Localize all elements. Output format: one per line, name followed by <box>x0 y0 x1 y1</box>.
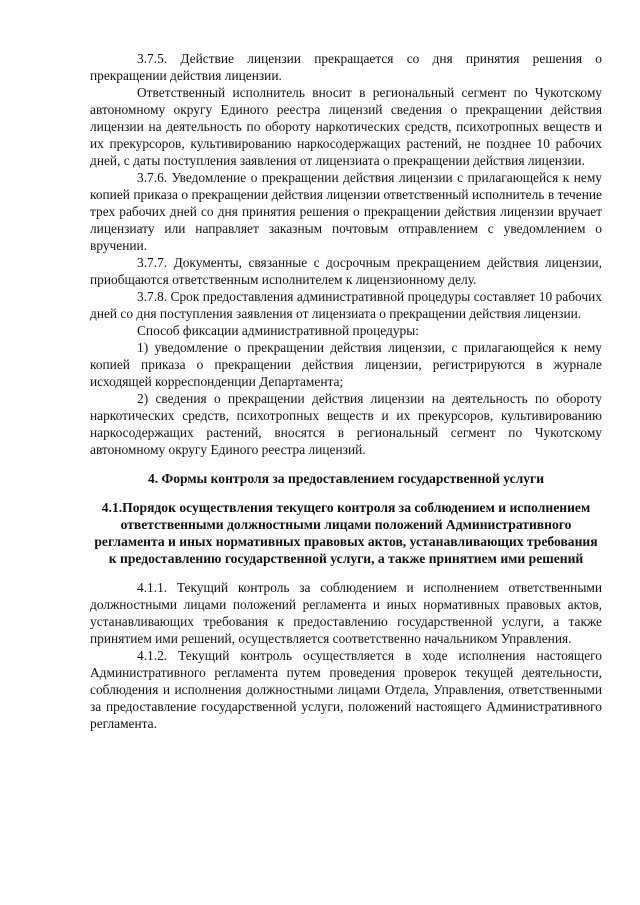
document-page <box>90 50 602 732</box>
subsection-heading: 4.1.Порядок осуществления текущего контроля за соблюдением и исполнением ответственными должностными лицами положений Административного регламента и иных нормативных правовых актов, устанавливающих требования к предоставлению государственной услуги, а также принятием ими решений <box>94 500 598 566</box>
paragraph-fixation-method: Способ фиксации административной процедуры: <box>137 323 419 338</box>
paragraph-registry-entry: Ответственный исполнитель вносит в региональный сегмент по Чукотскому автономному округу Единого реестра лицензий сведения о прекращении действия лицензии на деятельность по обороту наркотических средств, психотропных веществ и их прекурсоров, культивированию наркосодержащих растений, не позднее 10 рабочих дней, с даты поступления заявления от лицензиата о прекращении действия лицензии. <box>90 85 602 168</box>
section-heading: 4. Формы контроля за предоставлением государственной услуги <box>147 471 545 486</box>
paragraph-3-7-8: 3.7.8. Срок предоставления административной процедуры составляет 10 рабочих дней со дня поступления заявления от лицензиата о прекращении действия лицензии. <box>90 289 602 321</box>
paragraph-item-2: 2) сведения о прекращении действия лицензии на деятельность по обороту наркотических средств, психотропных веществ и их прекурсоров, культивированию наркосодержащих растений, вносятся в региональный сегмент по Чукотскому автономному округу Единого реестра лицензий. <box>90 391 602 457</box>
paragraph-3-7-5: 3.7.5. Действие лицензии прекращается со дня принятия решения о прекращении действия лицензии. <box>90 51 602 83</box>
paragraph-item-1: 1) уведомление о прекращении действия лицензии, с прилагающейся к нему копией приказа о прекращении действия лицензии, регистрируются в журнале исходящей корреспонденции Департамента; <box>90 340 602 389</box>
paragraph-3-7-7: 3.7.7. Документы, связанные с досрочным прекращением действия лицензии, приобщаются ответственным исполнителем к лицензионному делу. <box>90 255 602 287</box>
paragraph-4-1-1: 4.1.1. Текущий контроль за соблюдением и исполнением ответственными должностными лицами положений регламента и иных нормативных правовых актов, устанавливающих требования к предоставлению государственной услуги, а также принятием ими решений, осуществляется соответственно начальником Управления. <box>90 580 602 646</box>
paragraph-3-7-6: 3.7.6. Уведомление о прекращении действия лицензии с прилагающейся к нему копией приказа о прекращении действия лицензии ответственный исполнитель в течение трех рабочих дней со дня принятия решения о прекращении действия лицензии вручает лицензиату или направляет заказным почтовым отправлением с уведомлением о вручении. <box>90 170 602 253</box>
paragraph-4-1-2: 4.1.2. Текущий контроль осуществляется в ходе исполнения настоящего Административного регламента путем проведения проверок текущей деятельности, соблюдения и исполнения должностными лицами Отдела, Управления, ответственными за предоставление государственной услуги, положений настоящего Административного регламента. <box>90 648 602 731</box>
